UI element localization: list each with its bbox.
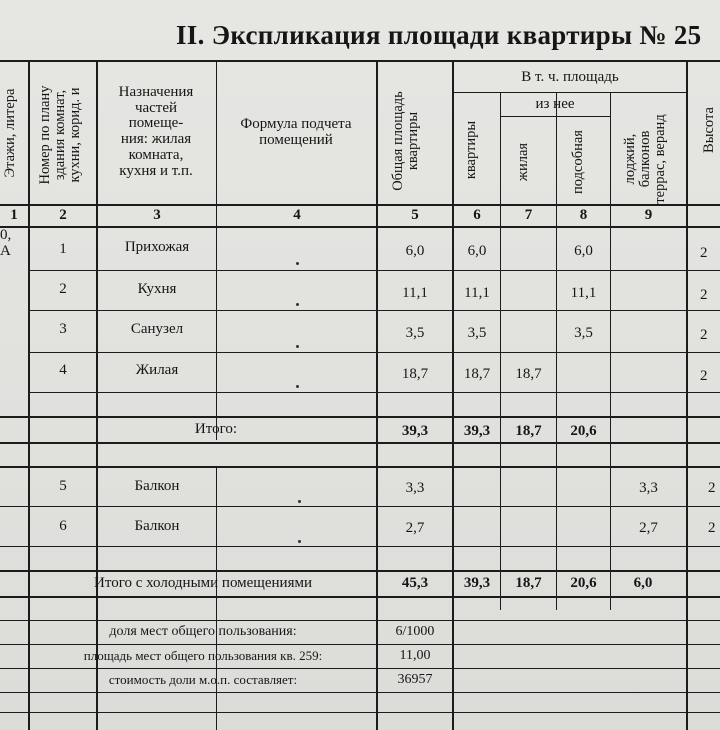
row-number: 1 bbox=[59, 241, 67, 258]
row-total: 18,7 bbox=[401, 366, 429, 383]
common-area-value: 11,00 bbox=[399, 647, 431, 663]
row-number: 4 bbox=[59, 362, 67, 379]
row-number: 2 bbox=[59, 281, 67, 298]
itogo-cold-living: 18,7 bbox=[515, 575, 542, 592]
row-name: Жилая bbox=[135, 362, 179, 379]
header-balconies: лоджий, балконов террас, веранд bbox=[622, 114, 669, 204]
row-divider bbox=[0, 712, 720, 713]
header-total-area: Общая площадь квартиры bbox=[390, 91, 422, 191]
row-aux bbox=[557, 356, 610, 394]
row-balcony bbox=[611, 314, 686, 354]
col-number: 6 bbox=[473, 206, 481, 223]
row-apartment: 3,5 bbox=[467, 325, 487, 342]
row-balcony bbox=[611, 232, 686, 272]
col-number: 7 bbox=[524, 206, 533, 223]
col-divider bbox=[452, 60, 454, 730]
row-name: Балкон bbox=[134, 478, 180, 495]
row-aux: 3,5 bbox=[574, 325, 593, 342]
row-living bbox=[501, 232, 556, 272]
formula-dot bbox=[296, 345, 299, 348]
row-balcony bbox=[611, 274, 686, 314]
row-height: 2 bbox=[708, 480, 716, 497]
header-subgroup: из нее bbox=[535, 96, 575, 113]
row-number: 6 bbox=[59, 518, 67, 535]
itogo-apartment: 39,3 bbox=[463, 423, 491, 440]
itogo-living: 18,7 bbox=[515, 423, 542, 440]
formula-dot bbox=[298, 500, 301, 503]
common-share-label: доля мест общего пользования: bbox=[109, 623, 297, 639]
row-apartment: 6,0 bbox=[467, 243, 487, 260]
row-number: 3 bbox=[59, 321, 67, 338]
row-living bbox=[501, 274, 556, 314]
row-total: 3,3 bbox=[405, 480, 425, 497]
row-total: 6,0 bbox=[405, 243, 425, 260]
itogo-total: 39,3 bbox=[401, 423, 429, 440]
common-share-value: 6/1000 bbox=[395, 623, 435, 639]
col-number: 5 bbox=[411, 206, 419, 223]
itogo-cold-balcony: 6,0 bbox=[633, 575, 653, 592]
row-apartment: 11,1 bbox=[464, 285, 490, 302]
formula-dot bbox=[296, 262, 299, 265]
row-total: 3,5 bbox=[405, 325, 425, 342]
itogo-aux: 20,6 bbox=[570, 423, 597, 440]
common-cost-label: стоимость доли м.о.п. составляет: bbox=[108, 672, 298, 688]
row-height: 2 bbox=[700, 245, 708, 262]
header-apartment: квартиры bbox=[463, 120, 479, 180]
itogo-cold-label: Итого с холодными помещениями bbox=[94, 575, 312, 592]
header-room-number: Номер по плану здания комнат, кухни, корид. и bbox=[37, 85, 84, 185]
header-purpose: Назначения частей помеще- ния: жилая комната, кухня и т.п. bbox=[118, 83, 194, 179]
col-number: 3 bbox=[153, 206, 161, 223]
common-cost-value: 36957 bbox=[397, 671, 433, 687]
row-apartment: 18,7 bbox=[463, 366, 491, 383]
row-height: 2 bbox=[700, 327, 708, 344]
col-divider bbox=[686, 60, 688, 730]
col-number: 4 bbox=[293, 206, 301, 223]
row-number: 5 bbox=[59, 478, 67, 495]
row-height: 2 bbox=[708, 520, 716, 537]
header-formula: Формула подчета помещений bbox=[240, 116, 352, 148]
header-group: В т. ч. площадь bbox=[521, 69, 619, 86]
row-divider bbox=[0, 692, 720, 693]
header-auxiliary: подсобная bbox=[570, 130, 586, 194]
row-name: Санузел bbox=[130, 321, 184, 338]
header-living: жилая bbox=[515, 142, 531, 182]
formula-dot bbox=[296, 303, 299, 306]
row-divider bbox=[0, 596, 720, 598]
row-name: Кухня bbox=[137, 281, 177, 298]
itogo-cold-total: 45,3 bbox=[401, 575, 429, 592]
col-number: 2 bbox=[59, 206, 67, 223]
col-divider bbox=[216, 60, 217, 440]
formula-dot bbox=[298, 540, 301, 543]
header-height: Высота bbox=[701, 107, 717, 153]
row-living bbox=[501, 314, 556, 354]
itogo-cold-apartment: 39,3 bbox=[463, 575, 491, 592]
itogo-label: Итого: bbox=[194, 421, 238, 438]
row-height: 2 bbox=[700, 368, 708, 385]
row-divider bbox=[454, 92, 686, 93]
row-balcony: 2,7 bbox=[639, 520, 658, 537]
row-name: Прихожая bbox=[124, 239, 190, 256]
row-name: Балкон bbox=[134, 518, 180, 535]
row-aux: 11,1 bbox=[570, 285, 597, 302]
row-living: 18,7 bbox=[515, 366, 542, 383]
document-title: II. Экспликация площади квартиры № 25 bbox=[176, 20, 702, 50]
row-total: 2,7 bbox=[405, 520, 425, 537]
header-floor: Этажи, литера bbox=[2, 88, 18, 178]
row-divider bbox=[0, 60, 720, 62]
col-number: 9 bbox=[644, 206, 653, 223]
row-divider bbox=[0, 442, 720, 444]
row-total: 11,1 bbox=[402, 285, 428, 302]
itogo-cold-aux: 20,6 bbox=[570, 575, 597, 592]
row-balcony bbox=[611, 356, 686, 394]
common-area-label: площадь мест общего пользования кв. 259: bbox=[83, 648, 323, 664]
floor-cell: 0, А bbox=[0, 227, 12, 259]
formula-dot bbox=[296, 385, 299, 388]
row-aux: 6,0 bbox=[574, 243, 593, 260]
row-height: 2 bbox=[700, 287, 708, 304]
col-number: 1 bbox=[10, 206, 18, 223]
col-number: 8 bbox=[579, 206, 588, 223]
row-balcony: 3,3 bbox=[639, 480, 658, 497]
